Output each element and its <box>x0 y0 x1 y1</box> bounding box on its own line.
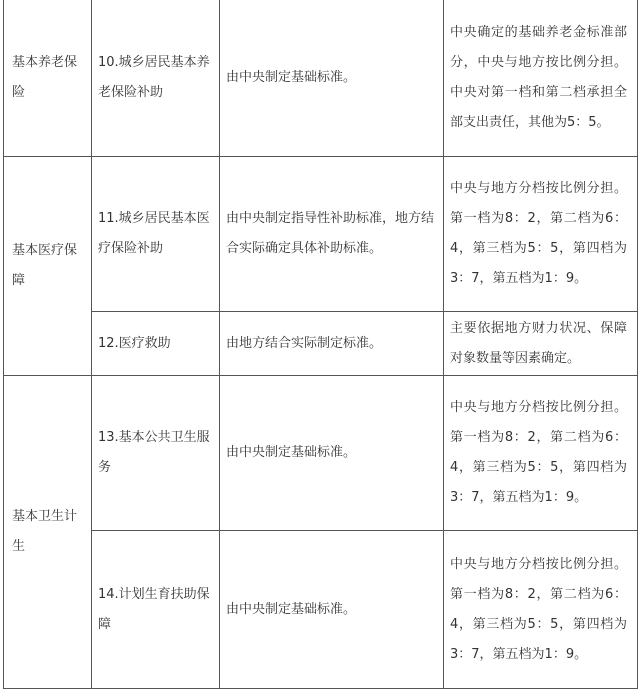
item-cell <box>92 157 220 312</box>
sharing-cell <box>444 157 638 312</box>
table-row <box>4 0 638 157</box>
item-label: 11.城乡居民基本医疗保险补助 <box>98 211 210 256</box>
item-cell <box>92 376 220 531</box>
standard-cell <box>220 531 444 689</box>
sharing-cell <box>444 376 638 531</box>
sharing-cell <box>444 312 638 376</box>
item-cell <box>92 531 220 689</box>
category-label: 基本医疗保障 <box>12 243 78 288</box>
item-label: 10.城乡居民基本养老保险补助 <box>98 54 210 100</box>
standard-cell <box>220 0 444 157</box>
standard-text: 由中央制定指导性补助标准，地方结合实际确定具体补助标准。 <box>226 211 435 256</box>
standard-text: 由地方结合实际制定标准。 <box>226 335 383 351</box>
sharing-text: 中央与地方分档按比例分担。第一档为8：2，第二档为6：4，第三档为5：5，第四档为3：7，第五档为1：9。 <box>450 181 627 286</box>
category-cell <box>4 0 92 157</box>
item-cell <box>92 312 220 376</box>
category-label: 基本卫生计生 <box>12 509 78 554</box>
item-cell <box>92 0 220 157</box>
sharing-text: 中央与地方分档按比例分担。第一档为8：2，第二档为6：4，第三档为5：5，第四档为3：7，第五档为1：9。 <box>450 556 627 662</box>
table-row <box>4 376 638 531</box>
standard-cell <box>220 312 444 376</box>
sharing-text: 中央与地方分档按比例分担。第一档为8：2，第二档为6：4，第三档为5：5，第四档为3：7，第五档为1：9。 <box>450 400 627 505</box>
funding-responsibility-table <box>3 0 638 689</box>
table-row <box>4 157 638 312</box>
category-label: 基本养老保险 <box>12 54 78 100</box>
sharing-text: 主要依据地方财力状况、保障对象数量等因素确定。 <box>450 320 627 366</box>
standard-cell <box>220 376 444 531</box>
item-label: 14.计划生育扶助保障 <box>98 586 210 632</box>
category-cell <box>4 376 92 689</box>
standard-cell <box>220 157 444 312</box>
table-row <box>4 312 638 376</box>
item-label: 13.基本公共卫生服务 <box>98 430 210 475</box>
sharing-text: 中央确定的基础养老金标准部分，中央与地方按比例分担。中央对第一档和第二档承担全部支出责任，其他为5：5。 <box>450 24 627 130</box>
sharing-cell <box>444 531 638 689</box>
standard-text: 由中央制定基础标准。 <box>226 601 357 617</box>
standard-text: 由中央制定基础标准。 <box>226 445 357 460</box>
standard-text: 由中央制定基础标准。 <box>226 69 357 85</box>
category-cell <box>4 157 92 376</box>
table-row <box>4 531 638 689</box>
sharing-cell <box>444 0 638 157</box>
item-label: 12.医疗救助 <box>98 335 171 351</box>
